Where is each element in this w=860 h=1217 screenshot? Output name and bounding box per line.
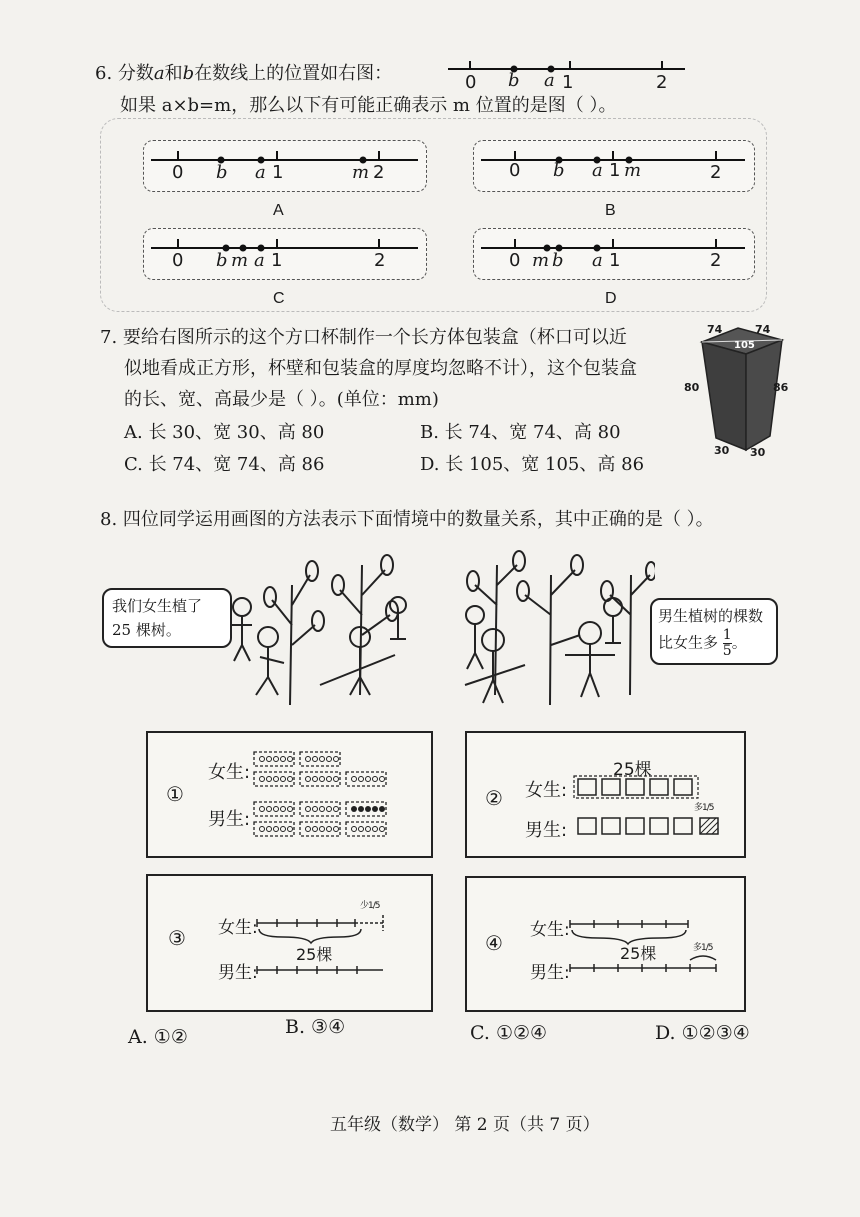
q8-option-b[interactable]: B. ③④	[285, 1016, 346, 1038]
q6-b-label-b: b	[553, 160, 565, 181]
q7-option-a[interactable]: A. 长 30、宽 30、高 80	[124, 422, 325, 443]
boys-bubble-line2: 比女生多 $\frac{1}{5}$ 。	[658, 627, 747, 659]
panel-3-number: ③	[168, 926, 186, 950]
panel-4-boys-label: 男生:	[530, 963, 570, 983]
boys-speech-bubble	[650, 598, 778, 665]
q6-ref-two: 2	[656, 72, 668, 93]
q6-b-label-0: 0	[509, 160, 521, 181]
panel-2-boys-label: 男生:	[525, 820, 568, 841]
boys-planting-trees-illustration	[455, 545, 655, 715]
q6-ref-one: 1	[562, 72, 574, 93]
q8-option-a[interactable]: A. ①②	[128, 1026, 188, 1048]
panel-2-girls-label: 女生:	[525, 780, 568, 801]
cup-label-top-left: 74	[707, 323, 723, 336]
panel-1-boys-label: 男生:	[208, 809, 251, 830]
q6-b-label-2: 2	[710, 162, 722, 183]
q7-line2: 似地看成正方形，杯壁和包装盒的厚度均忽略不计），这个包装盒	[124, 358, 637, 379]
q6-c-label-2: 2	[374, 250, 386, 271]
q6-line1: 6. 分数a和b在数线上的位置如右图：	[95, 63, 393, 84]
q6-c-label-1: 1	[271, 250, 283, 271]
q6-c-label-a: a	[254, 250, 265, 271]
q6-a-label-b: b	[216, 162, 228, 183]
panel-3-total-label: 25棵	[296, 945, 333, 964]
panel-4-total-label: 25棵	[620, 944, 657, 963]
q6-ref-b: b	[508, 70, 520, 91]
q6-ref-zero: 0	[465, 72, 477, 93]
panel-2-note: 多1/5	[694, 803, 714, 813]
q6-a-label-m: m	[352, 162, 370, 183]
q6-a-label-1: 1	[272, 162, 284, 183]
q6-c-label-0: 0	[172, 250, 184, 271]
q6-d-label-a: a	[592, 250, 603, 271]
q6-option-c-caption: C	[273, 290, 285, 307]
panel-4-number: ④	[485, 931, 503, 955]
boys-bubble-line1: 男生植树的棵数	[658, 607, 764, 625]
girls-speech-bubble	[102, 588, 232, 648]
q6-ref-a: a	[544, 70, 555, 91]
q6-d-label-2: 2	[710, 250, 722, 271]
panel-3-note: 少1/5	[360, 901, 380, 911]
cup-label-bottom-right: 30	[750, 446, 766, 459]
fraction-one-fifth: $\frac{1}{5}$	[722, 627, 732, 659]
q8-option-d[interactable]: D. ①②③④	[655, 1022, 750, 1044]
q7-option-b[interactable]: B. 长 74、宽 74、高 80	[420, 422, 621, 443]
panel-3-girls-label: 女生:	[218, 918, 258, 938]
q6-d-label-0: 0	[509, 250, 521, 271]
panel-1-number: ①	[166, 782, 184, 806]
panel-2-total-label: 25棵	[613, 760, 652, 780]
cup-label-diagonal: 105	[734, 340, 755, 351]
panel-1-bead-diagram	[250, 748, 400, 843]
q6-a-label-a: a	[255, 162, 266, 183]
q6-d-label-m: m	[532, 250, 550, 271]
q6-option-b-caption: B	[605, 202, 616, 219]
q6-d-label-1: 1	[609, 250, 621, 271]
page-footer: 五年级（数学） 第 2 页（共 7 页）	[330, 1115, 600, 1135]
q7-line1: 7. 要给右图所示的这个方口杯制作一个长方体包装盒（杯口可以近	[100, 327, 627, 348]
q8-line1: 8. 四位同学运用画图的方法表示下面情境中的数量关系，其中正确的是（ ）。	[100, 509, 714, 530]
panel-4-girls-label: 女生:	[530, 920, 570, 940]
panel-4-note: 多1/5	[693, 943, 713, 953]
q6-a-label-0: 0	[172, 162, 184, 183]
q6-option-d-caption: D	[605, 290, 617, 307]
girls-planting-trees-illustration	[220, 545, 430, 710]
q6-c-label-b: b	[216, 250, 228, 271]
panel-3-boys-label: 男生:	[218, 963, 258, 983]
q7-option-c[interactable]: C. 长 74、宽 74、高 86	[124, 454, 325, 475]
panel-2-number: ②	[485, 786, 503, 810]
q6-option-a-caption: A	[273, 202, 284, 219]
q6-d-label-b: b	[552, 250, 564, 271]
cup-label-bottom-left: 30	[714, 444, 730, 457]
q7-line3: 的长、宽、高最少是（ ）。(单位：mm)	[124, 389, 439, 410]
cup-label-right-height: 86	[773, 381, 789, 394]
q6-c-label-m: m	[231, 250, 249, 271]
cup-label-top-right: 74	[755, 323, 771, 336]
q6-b-label-1: 1	[609, 160, 621, 181]
panel-1-girls-label: 女生:	[208, 762, 251, 783]
q7-option-d[interactable]: D. 长 105、宽 105、高 86	[420, 454, 645, 475]
q8-option-c[interactable]: C. ①②④	[470, 1022, 548, 1044]
cup-label-left-height: 80	[684, 381, 700, 394]
girls-bubble-line1: 我们女生植了	[112, 597, 203, 615]
q6-b-label-m: m	[624, 160, 642, 181]
q6-line2: 如果 a×b=m，那么以下有可能正确表示 m 位置的是图（ ）。	[120, 95, 617, 116]
q6-a-label-2: 2	[373, 162, 385, 183]
girls-bubble-line2: 25 棵树。	[112, 621, 181, 639]
q6-b-label-a: a	[592, 160, 603, 181]
